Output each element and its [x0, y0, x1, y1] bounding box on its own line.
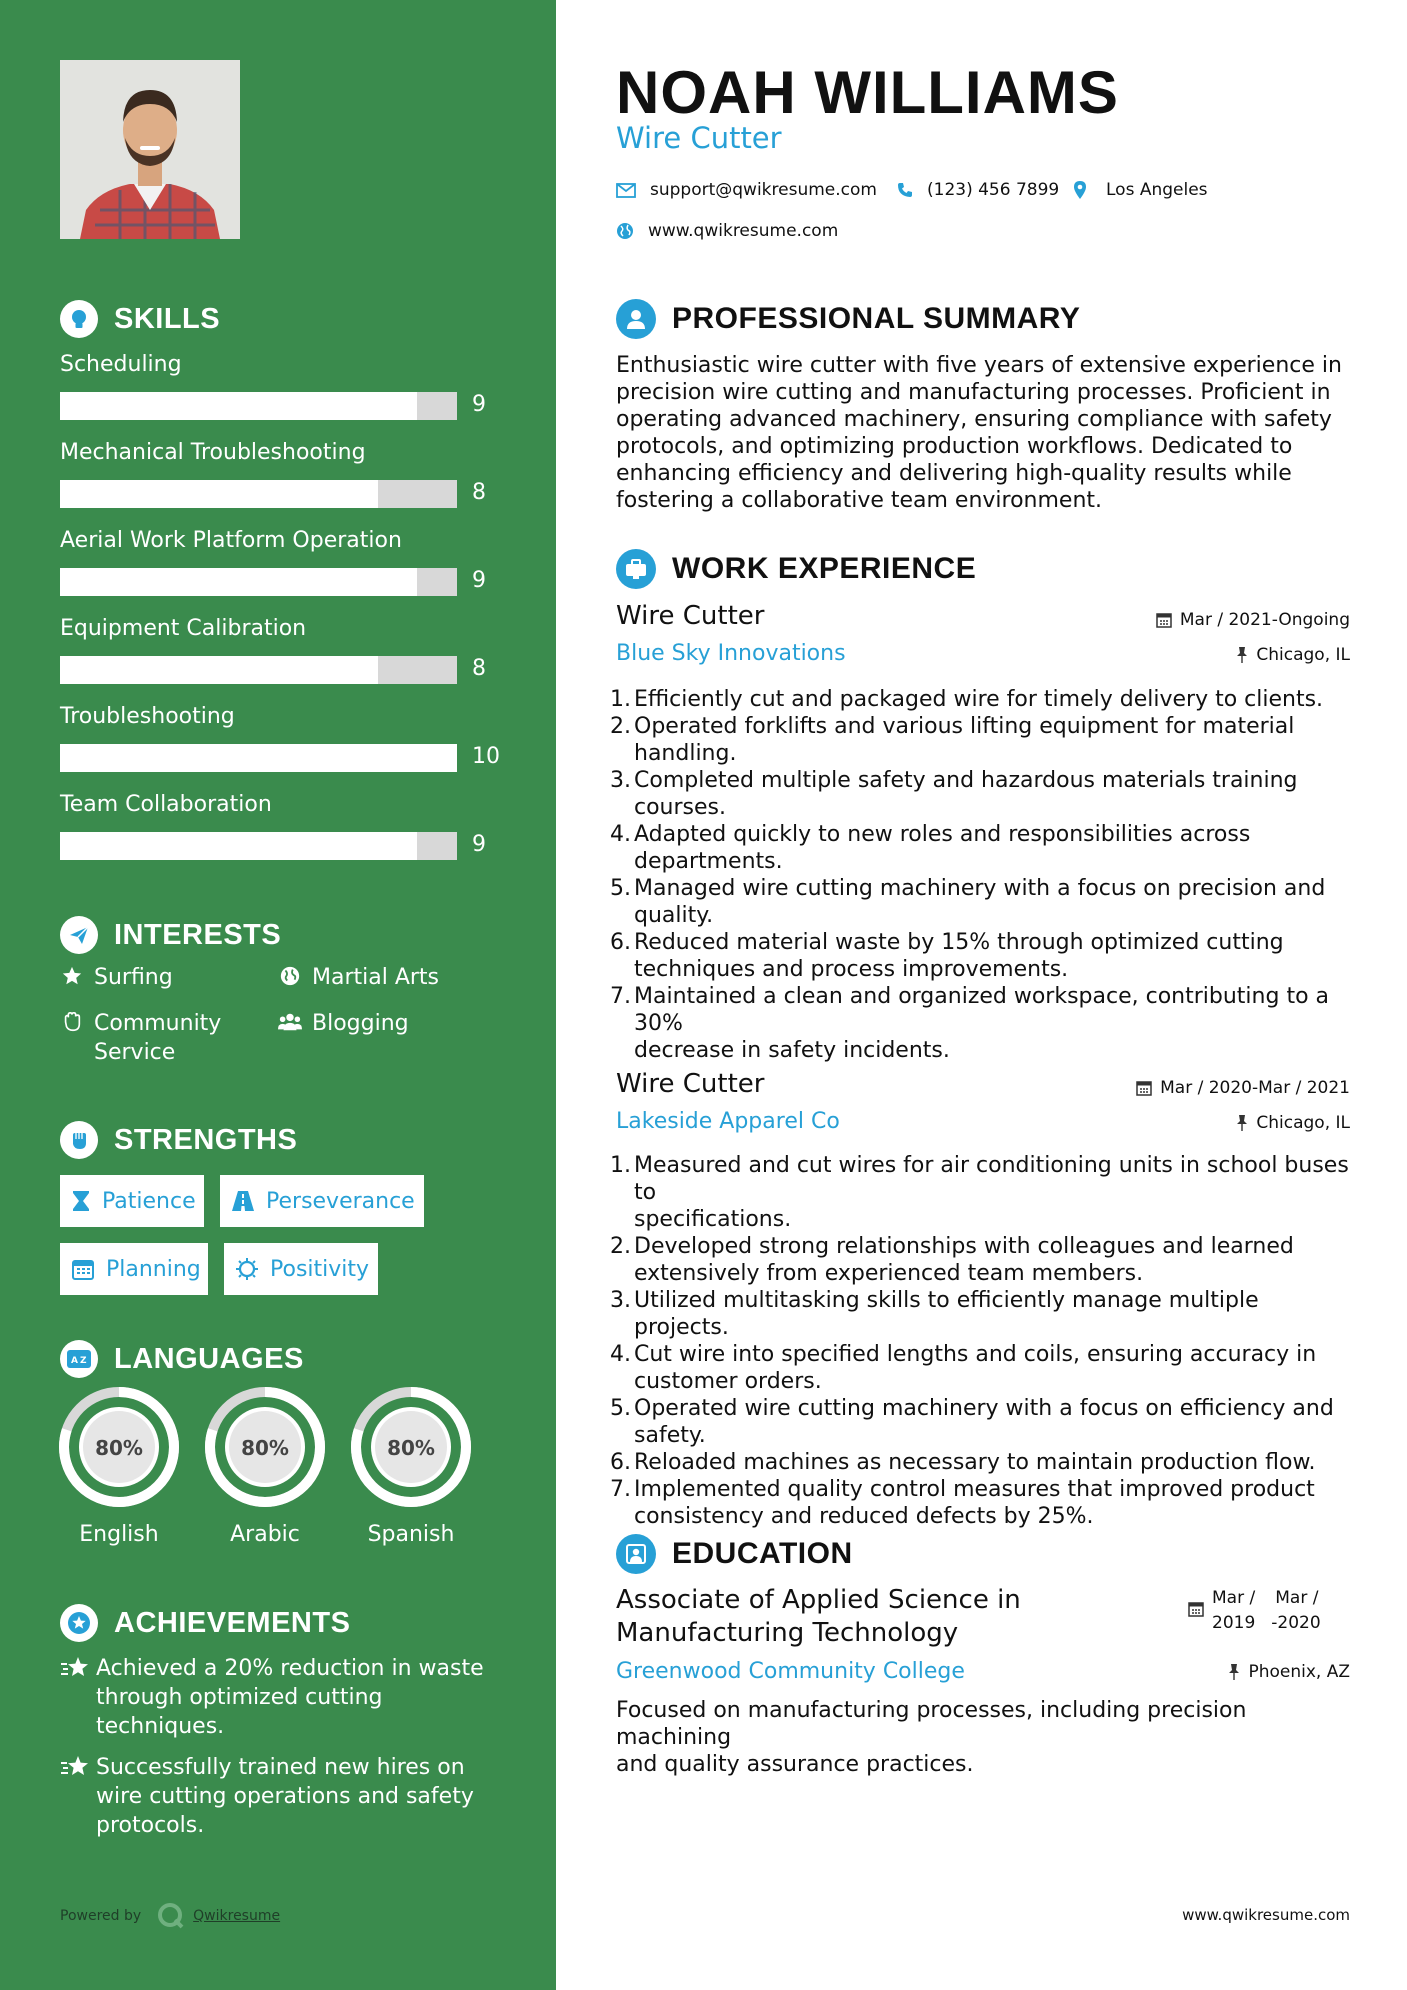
- skill-name: Equipment Calibration: [60, 616, 307, 641]
- education-dates: [1188, 1586, 1321, 1636]
- interest-label: Blogging: [312, 1011, 409, 1036]
- summary-text: Enthusiastic wire cutter with five years of extensive experience in precision wire cutting and manufacturing processes. Proficient in operating advanced machinery, ensuring compliance with safety protocols, and optimizing production workflows. Dedicated to enhancing efficiency and delivering high-quality results while fostering a collaborative team environment.: [616, 353, 1342, 513]
- website-contact: [616, 221, 838, 241]
- duty-item: [610, 875, 1356, 929]
- hourglass-icon: [72, 1190, 90, 1212]
- summary-header: [616, 299, 1080, 339]
- strength-label: Perseverance: [266, 1188, 415, 1214]
- powered-by-label: Powered by: [60, 1908, 142, 1924]
- achievements-header: [60, 1603, 350, 1643]
- interest-label: Surfing: [94, 965, 173, 990]
- duty-item: [610, 767, 1356, 821]
- website-text[interactable]: www.qwikresume.com: [648, 221, 839, 241]
- phone-text: (123) 456 7899: [927, 180, 1060, 200]
- sun-icon: [236, 1258, 258, 1280]
- duty-text: Efficiently cut and packaged wire for timely delivery to clients.: [634, 687, 1324, 712]
- duty-text: Operated forklifts and various lifting equipment for material: [634, 714, 1295, 739]
- location-contact: [1074, 180, 1208, 200]
- calendar-icon: [1136, 1080, 1152, 1096]
- language-item: [204, 1386, 326, 1547]
- duty-item: [610, 821, 1356, 875]
- location-text: Los Angeles: [1106, 180, 1208, 200]
- skill-score: 9: [472, 568, 486, 593]
- fist-icon: [60, 1121, 98, 1159]
- skill-bar: [60, 568, 457, 596]
- duty-number: 2.: [610, 714, 631, 739]
- pushpin-icon: [1236, 1115, 1248, 1131]
- skill-score: 8: [472, 656, 486, 681]
- achievement-item: [60, 1753, 500, 1840]
- users-icon: [278, 1009, 302, 1033]
- duty-number: 6.: [610, 1450, 631, 1475]
- duty-item: [610, 1476, 1356, 1530]
- skill-name: Aerial Work Platform Operation: [60, 528, 402, 553]
- duty-text: Measured and cut wires for air conditioning units in school buses to: [634, 1153, 1349, 1205]
- globe-icon: [616, 222, 634, 240]
- languages-header: [60, 1339, 304, 1379]
- skill-bar-fill: [60, 568, 417, 596]
- skill-bar: [60, 392, 457, 420]
- interests-heading: INTERESTS: [114, 918, 282, 951]
- star-burst-icon: [60, 1654, 96, 1741]
- job-location: Chicago, IL: [1236, 645, 1350, 665]
- duty-number: 5.: [610, 876, 631, 901]
- job-location: Chicago, IL: [1236, 1113, 1350, 1133]
- duty-number: 7.: [610, 984, 631, 1009]
- language-percent: 80%: [95, 1436, 143, 1460]
- duty-number: 2.: [610, 1234, 631, 1259]
- duty-number: 4.: [610, 1342, 631, 1367]
- duty-text: handling.: [634, 741, 737, 766]
- briefcase-icon: [616, 549, 656, 589]
- interests-header: [60, 915, 281, 955]
- skill-name: Scheduling: [60, 352, 182, 377]
- paper-plane-icon: [60, 916, 98, 954]
- duty-item: [610, 1341, 1356, 1395]
- map-pin-icon: [1074, 181, 1086, 199]
- email-contact: [616, 180, 877, 200]
- strengths-header: [60, 1120, 297, 1160]
- duty-number: 6.: [610, 930, 631, 955]
- powered-by: [60, 1902, 280, 1930]
- education-description: Focused on manufacturing processes, including precision machining and quality assurance practices.: [616, 1698, 1247, 1777]
- calendar-icon: [1156, 612, 1172, 628]
- interest-item: [278, 1009, 409, 1038]
- interest-item: [278, 963, 439, 992]
- strength-label: Planning: [106, 1256, 201, 1282]
- job-duties: [610, 1152, 1356, 1530]
- interest-label: Martial Arts: [312, 965, 440, 990]
- duty-item: [610, 929, 1356, 983]
- duty-text: Developed strong relationships with colleagues and learned: [634, 1234, 1294, 1259]
- job-title: Wire Cutter: [616, 601, 765, 631]
- skill-bar: [60, 832, 457, 860]
- user-icon: [616, 299, 656, 339]
- skill-bar: [60, 744, 457, 772]
- strength-chip: [60, 1243, 208, 1295]
- phone-contact: [897, 180, 1059, 200]
- skill-score: 8: [472, 480, 486, 505]
- achievement-text: Achieved a 20% reduction in waste through optimized cutting techniques.: [96, 1656, 484, 1739]
- duty-text: Reloaded machines as necessary to maintain production flow.: [634, 1450, 1316, 1475]
- skill-bar: [60, 480, 457, 508]
- skills-heading: SKILLS: [114, 302, 221, 335]
- duty-text: consistency and reduced defects by 25%.: [634, 1504, 1094, 1529]
- languages-heading: LANGUAGES: [114, 1342, 304, 1375]
- duty-text: safety.: [634, 1423, 706, 1448]
- education-header: [616, 1534, 853, 1574]
- job-dates: Mar / 2020-Mar / 2021: [1136, 1078, 1350, 1098]
- duty-item: [610, 1395, 1356, 1449]
- duty-number: 1.: [610, 687, 631, 712]
- duty-number: 1.: [610, 1153, 631, 1178]
- education-location: Phoenix, AZ: [1228, 1662, 1350, 1682]
- achievements-heading: ACHIEVEMENTS: [114, 1606, 351, 1639]
- pushpin-icon: [1236, 647, 1248, 663]
- lightbulb-icon: [60, 300, 98, 338]
- qwikresume-logo-icon: [157, 1902, 185, 1930]
- duty-text: Reduced material waste by 15% through optimized cutting: [634, 930, 1284, 955]
- duty-item: [610, 983, 1356, 1064]
- duty-item: [610, 1233, 1356, 1287]
- star-burst-icon: [60, 1753, 96, 1840]
- duty-number: 3.: [610, 1288, 631, 1313]
- company-name: Lakeside Apparel Co: [616, 1109, 840, 1134]
- strength-chip: [224, 1243, 378, 1295]
- education-heading: EDUCATION: [672, 1537, 853, 1570]
- duty-item: [610, 1287, 1356, 1341]
- education-start: Mar / 2019: [1212, 1588, 1256, 1633]
- skill-bar-fill: [60, 744, 457, 772]
- job-duties: [610, 686, 1356, 1064]
- strength-chip: [60, 1175, 204, 1227]
- duty-text: Operated wire cutting machinery with a focus on efficiency and: [634, 1396, 1334, 1421]
- skill-score: 9: [472, 392, 486, 417]
- pushpin-icon: [1228, 1664, 1240, 1680]
- duty-text: Managed wire cutting machinery with a focus on precision and: [634, 876, 1326, 901]
- education-end: Mar / -2020: [1271, 1588, 1321, 1633]
- duty-item: [610, 713, 1356, 767]
- graduate-icon: [616, 1534, 656, 1574]
- experience-heading: WORK EXPERIENCE: [672, 552, 977, 585]
- duty-text: Maintained a clean and organized workspace, contributing to a 30%: [634, 984, 1330, 1036]
- job-title: Wire Cutter: [616, 1069, 765, 1099]
- hand-icon: [60, 1009, 84, 1033]
- duty-number: 4.: [610, 822, 631, 847]
- email-text[interactable]: support@qwikresume.com: [650, 180, 877, 200]
- duty-text: Completed multiple safety and hazardous materials training: [634, 768, 1298, 793]
- duty-number: 7.: [610, 1477, 631, 1502]
- strength-label: Patience: [102, 1188, 196, 1214]
- achievement-item: [60, 1654, 500, 1741]
- skill-bar-fill: [60, 392, 417, 420]
- profile-photo: [60, 60, 240, 239]
- main-content: [556, 0, 1407, 1990]
- duty-item: [610, 1152, 1356, 1233]
- skills-header: [60, 299, 220, 339]
- language-item: [58, 1386, 180, 1547]
- skill-bar: [60, 656, 457, 684]
- language-ring: [350, 1386, 472, 1508]
- duty-text: customer orders.: [634, 1369, 822, 1394]
- footer-website[interactable]: www.qwikresume.com: [1182, 1906, 1350, 1924]
- duty-item: [610, 1449, 1356, 1476]
- language-percent: 80%: [241, 1436, 289, 1460]
- summary-heading: PROFESSIONAL SUMMARY: [672, 302, 1081, 335]
- achievement-text: Successfully trained new hires on wire cutting operations and safety protocols.: [96, 1755, 474, 1838]
- skill-name: Troubleshooting: [60, 704, 235, 729]
- duty-text: decrease in safety incidents.: [634, 1038, 950, 1063]
- school-name: Greenwood Community College: [616, 1659, 965, 1684]
- qwikresume-link[interactable]: Qwikresume: [193, 1908, 281, 1924]
- star-badge-icon: [60, 1604, 98, 1642]
- language-item: [350, 1386, 472, 1547]
- calendar-icon: [1188, 1586, 1204, 1636]
- road-icon: [232, 1191, 254, 1211]
- star-icon: [60, 963, 84, 987]
- skill-name: Mechanical Troubleshooting: [60, 440, 366, 465]
- skill-score: 10: [472, 744, 500, 769]
- duty-text: Implemented quality control measures that improved product: [634, 1477, 1315, 1502]
- strength-label: Positivity: [270, 1256, 370, 1282]
- skill-bar-fill: [60, 656, 378, 684]
- strengths-heading: STRENGTHS: [114, 1123, 298, 1156]
- skill-score: 9: [472, 832, 486, 857]
- envelope-icon: [616, 183, 636, 198]
- svg-text:A: A: [71, 1356, 78, 1366]
- language-icon: [60, 1340, 98, 1378]
- duty-text: departments.: [634, 849, 783, 874]
- language-name: Arabic: [230, 1522, 300, 1547]
- degree-title: Associate of Applied Science in Manufacturing Technology: [616, 1585, 1021, 1648]
- candidate-title: Wire Cutter: [616, 121, 782, 155]
- interest-item: [60, 963, 173, 992]
- interest-label: Community Service: [94, 1011, 222, 1065]
- duty-text: quality.: [634, 903, 714, 928]
- globe-icon: [278, 963, 302, 987]
- language-name: Spanish: [367, 1522, 455, 1547]
- duty-text: specifications.: [634, 1207, 792, 1232]
- language-percent: 80%: [387, 1436, 435, 1460]
- duty-text: Adapted quickly to new roles and responsibilities across: [634, 822, 1251, 847]
- skill-bar-fill: [60, 832, 417, 860]
- interest-item: [60, 1009, 221, 1067]
- company-name: Blue Sky Innovations: [616, 641, 846, 666]
- duty-text: courses.: [634, 795, 726, 820]
- duty-number: 5.: [610, 1396, 631, 1421]
- sidebar: [0, 0, 556, 1990]
- duty-text: extensively from experienced team members.: [634, 1261, 1144, 1286]
- duty-text: techniques and process improvements.: [634, 957, 1069, 982]
- skill-name: Team Collaboration: [60, 792, 272, 817]
- language-name: English: [79, 1522, 159, 1547]
- candidate-name: NOAH WILLIAMS: [616, 59, 1119, 126]
- language-ring: [58, 1386, 180, 1508]
- skill-bar-fill: [60, 480, 378, 508]
- experience-header: [616, 549, 976, 589]
- duty-number: 3.: [610, 768, 631, 793]
- phone-icon: [897, 182, 913, 198]
- calendar-icon: [72, 1258, 94, 1280]
- duty-text: Utilized multitasking skills to efficiently manage multiple projects.: [634, 1288, 1259, 1340]
- svg-text:Z: Z: [80, 1356, 87, 1366]
- language-ring: [204, 1386, 326, 1508]
- duty-item: [610, 686, 1356, 713]
- duty-text: Cut wire into specified lengths and coils, ensuring accuracy in: [634, 1342, 1317, 1367]
- job-dates: Mar / 2021-Ongoing: [1156, 610, 1350, 630]
- strength-chip: [220, 1175, 424, 1227]
